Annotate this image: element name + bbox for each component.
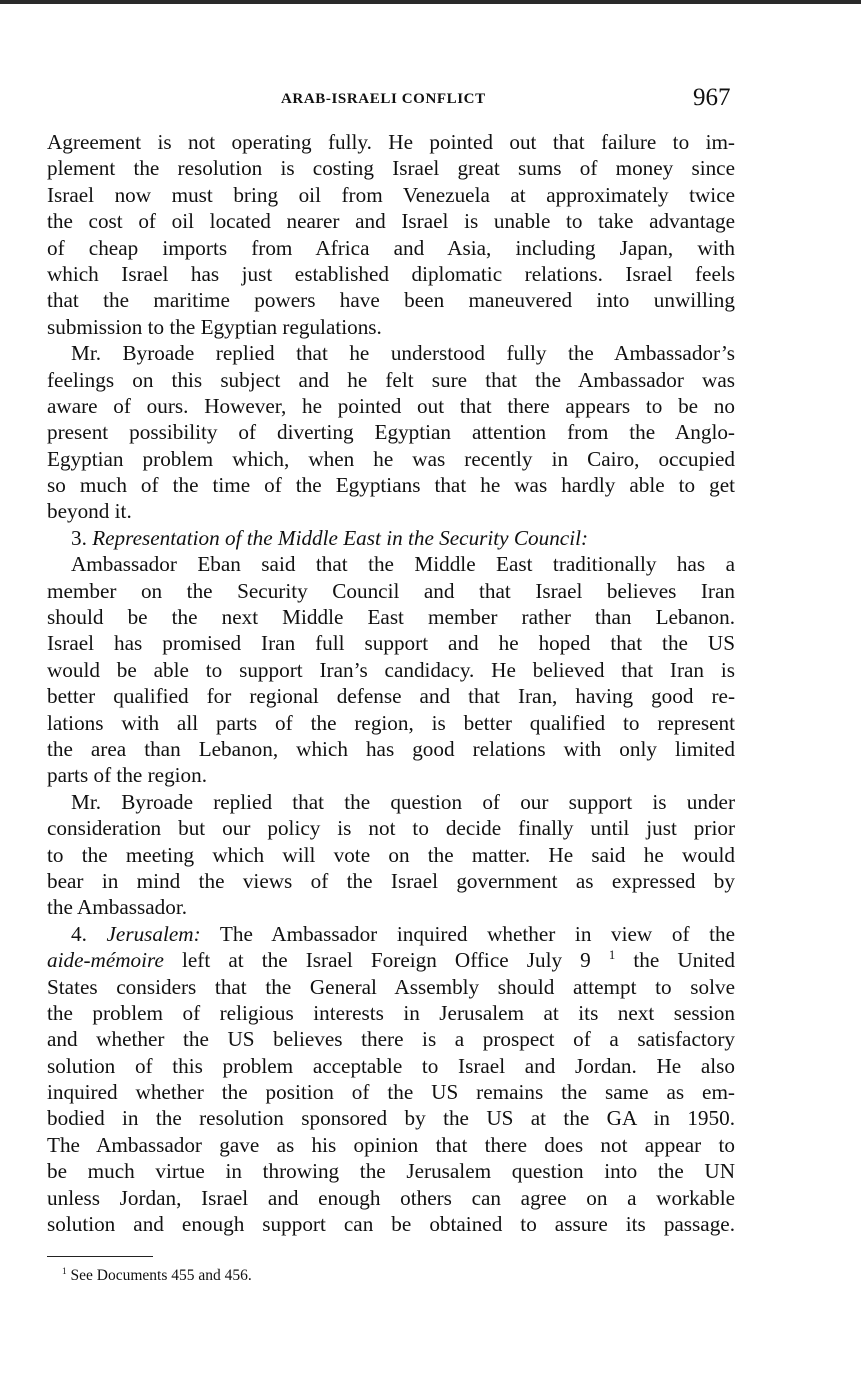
section-number: 3. <box>71 525 87 550</box>
text-line: of cheap imports from Africa and Asia, including Japan, with <box>47 235 735 260</box>
footnote-rule <box>47 1256 153 1257</box>
italic-term: aide-mémoire <box>47 948 164 973</box>
text-line: that the maritime powers have been maneuvered into unwilling <box>47 288 735 313</box>
text-line: the cost of oil located nearer and Israel is unable to take advantage <box>47 209 735 234</box>
text-line: parts of the region. <box>47 763 208 788</box>
text-line: should be the next Middle East member rather than Lebanon. <box>47 605 735 630</box>
text-line: inquired whether the position of the US remains the same as em- <box>47 1080 735 1105</box>
text-line: States considers that the General Assembly should attempt to solve <box>47 974 735 999</box>
section-number: 4. <box>71 921 87 946</box>
paragraph-continuation <box>47 129 735 340</box>
section-title: Representation of the Middle East in the Security Council: <box>92 525 589 550</box>
text-line: lations with all parts of the region, is better qualified to represent <box>47 710 735 735</box>
text-line: present possibility of diverting Egyptian attention from the Anglo- <box>47 420 735 445</box>
text-line: member on the Security Council and that Israel believes Iran <box>47 578 735 603</box>
text-line: bodied in the resolution sponsored by the US at the GA in 1950. <box>47 1106 735 1131</box>
text-line: be much virtue in throwing the Jerusalem question into the UN <box>47 1159 735 1184</box>
section-heading-3 <box>47 525 735 551</box>
paragraph-jerusalem <box>47 921 735 1238</box>
running-head <box>0 84 861 114</box>
footnote <box>62 1267 252 1285</box>
paragraph-byroade-support <box>47 789 735 921</box>
text-line: plement the resolution is costing Israel great sums of money since <box>47 156 735 181</box>
footnote-text: See Documents 455 and 456. <box>70 1267 252 1284</box>
text-line: and whether the US believes there is a prospect of a satisfactory <box>47 1027 735 1052</box>
text-line: would be able to support Iran’s candidacy. He believed that Iran is <box>47 657 735 682</box>
text-line: so much of the time of the Egyptians that he was hardly able to get <box>47 473 735 498</box>
text-line: unless Jordan, Israel and enough others can agree on a workable <box>47 1185 735 1210</box>
text-line: solution of this problem acceptable to Israel and Jordan. He also <box>47 1053 735 1078</box>
text-line: to the meeting which will vote on the matter. He said he would <box>47 842 735 867</box>
text-line: the area than Lebanon, which has good relations with only limited <box>47 736 735 761</box>
running-title: ARAB-ISRAELI CONFLICT <box>281 91 486 107</box>
section-heading-line <box>47 525 735 551</box>
text-line: bear in mind the views of the Israel government as expressed by <box>47 868 735 893</box>
text-line: Egyptian problem which, when he was recently in Cairo, occupied <box>47 446 735 471</box>
text-line: submission to the Egyptian regulations. <box>47 314 382 339</box>
text-line: Israel now must bring oil from Venezuela at approximately twice <box>47 182 735 207</box>
text-line: Israel has promised Iran full support and he hoped that the US <box>47 631 735 656</box>
text-line: Mr. Byroade replied that he understood fully the Ambassador’s <box>71 341 735 366</box>
text-line: The Ambassador gave as his opinion that there does not appear to <box>47 1132 735 1157</box>
body-text <box>47 129 735 1237</box>
text-line: Agreement is not operating fully. He pointed out that failure to im- <box>47 130 735 154</box>
text-line: which Israel has just established diplomatic relations. Israel feels <box>47 261 735 286</box>
paragraph-byroade-reply <box>47 340 735 525</box>
text-line: consideration but our policy is not to decide finally until just prior <box>47 816 735 841</box>
text-fragment: The Ambassador inquired whether in view of the <box>219 921 736 946</box>
text-line: Mr. Byroade replied that the question of our support is under <box>71 789 735 814</box>
text-line: better qualified for regional defense and that Iran, having good re- <box>47 684 735 709</box>
text-line: Ambassador Eban said that the Middle East traditionally has a <box>71 552 735 577</box>
section-title: Jerusalem: <box>106 921 201 946</box>
text-line: the problem of religious interests in Jerusalem at its next session <box>47 1000 735 1025</box>
text-line: feelings on this subject and he felt sure that the Ambassador was <box>47 367 735 392</box>
text-line: the Ambassador. <box>47 895 188 920</box>
text-line: beyond it. <box>47 499 132 524</box>
text-line <box>47 921 735 947</box>
text-line <box>47 947 735 973</box>
page-number: 967 <box>693 84 731 111</box>
text-fragment: left at the Israel Foreign Office July 9 <box>182 948 591 973</box>
text-line: solution and enough support can be obtained to assure its passage. <box>47 1212 735 1237</box>
top-edge-rule <box>0 0 861 4</box>
footnote-reference: 1 <box>608 948 616 963</box>
footnote-mark: 1 <box>62 1266 67 1277</box>
text-line: aware of ours. However, he pointed out that there appears to be no <box>47 393 735 418</box>
paragraph-eban-security-council <box>47 551 735 789</box>
text-fragment: the United <box>633 948 736 973</box>
